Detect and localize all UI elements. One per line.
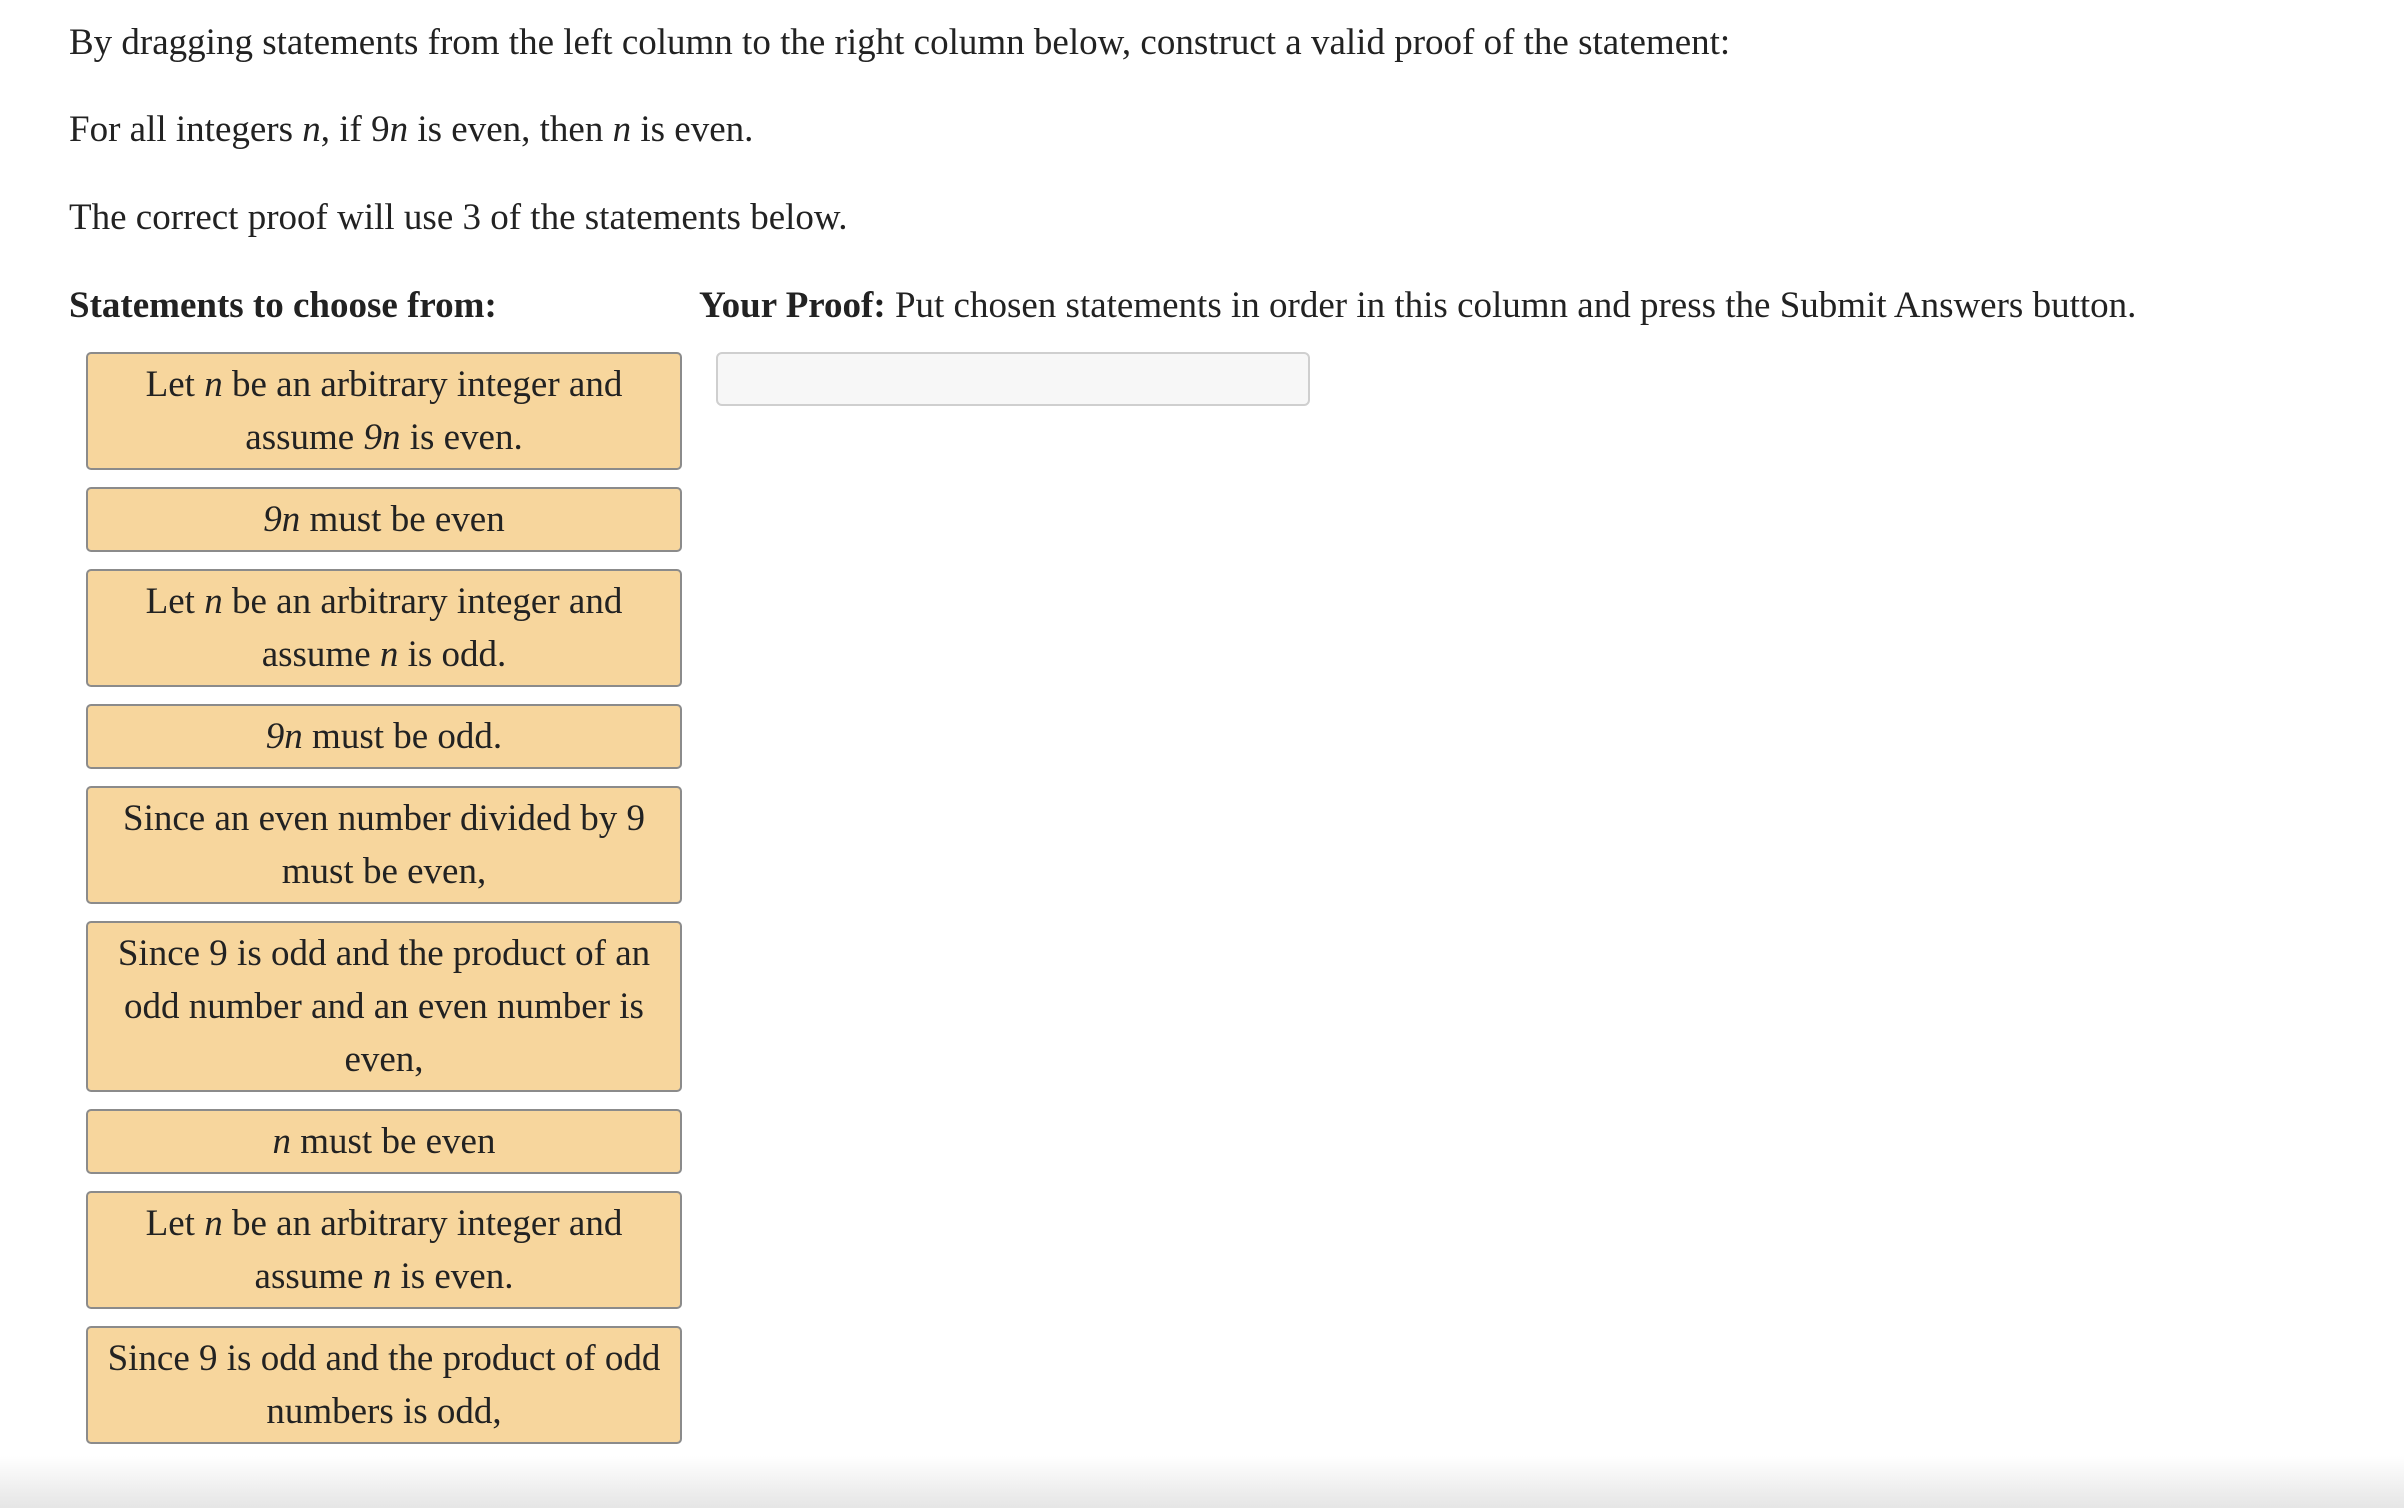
theorem-statement: For all integers n, if 9n is even, then n is even.	[69, 109, 754, 150]
statement-card[interactable]: Let n be an arbitrary integer and assume n is odd.	[86, 569, 682, 687]
statement-card[interactable]: Since 9 is odd and the product of an odd number and an even number is even,	[86, 921, 682, 1092]
instructions-text: By dragging statements from the left column to the right column below, construct a valid proof of the statement:	[69, 22, 1731, 63]
statement-card[interactable]: Let n be an arbitrary integer and assume n is even.	[86, 1191, 682, 1309]
your-proof-heading: Your Proof: Put chosen statements in order in this column and press the Submit Answers button.	[699, 285, 2137, 326]
statement-card[interactable]: n must be even	[86, 1109, 682, 1174]
proof-drop-zone[interactable]	[716, 352, 1310, 406]
statement-card[interactable]: Let n be an arbitrary integer and assume 9n is even.	[86, 352, 682, 470]
statement-card[interactable]: Since an even number divided by 9 must be even,	[86, 786, 682, 904]
statement-card[interactable]: 9n must be even	[86, 487, 682, 552]
scroll-shadow	[0, 1456, 2404, 1508]
statements-source-list	[86, 352, 682, 1461]
statement-card[interactable]: 9n must be odd.	[86, 704, 682, 769]
statement-card[interactable]: Since 9 is odd and the product of odd numbers is odd,	[86, 1326, 682, 1444]
statement-count-note: The correct proof will use 3 of the statements below.	[69, 197, 848, 238]
statements-heading: Statements to choose from:	[69, 285, 497, 326]
